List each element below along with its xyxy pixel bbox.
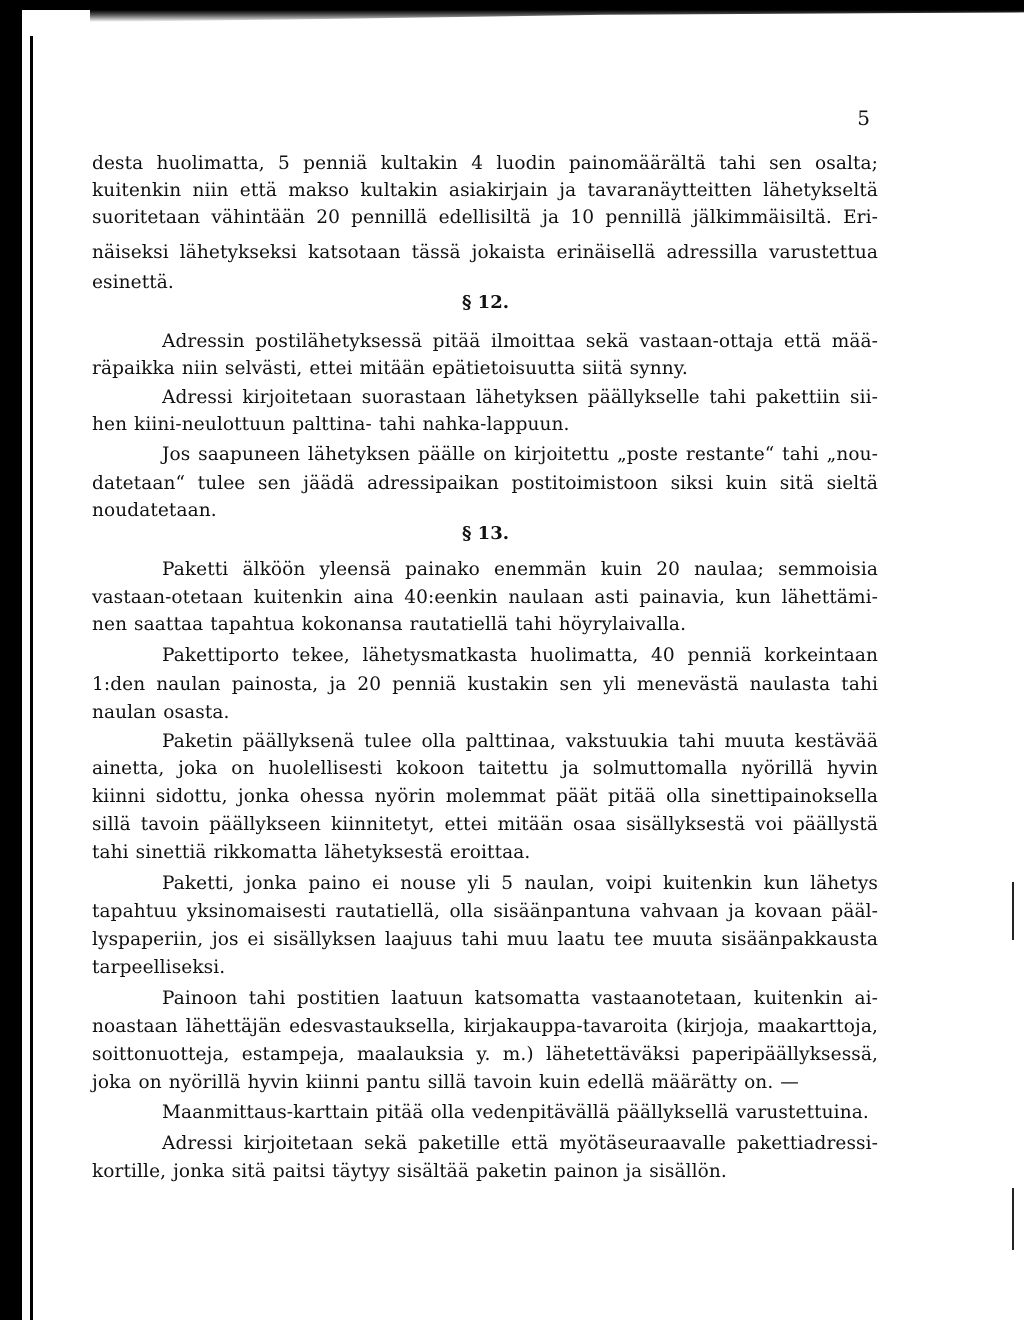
text-line: tahi sinettiä rikkomatta lähetyksestä eroittaa. bbox=[92, 842, 531, 863]
text-line: hen kiini-neulottuun palttina- tahi nahka-lappuun. bbox=[92, 414, 570, 435]
text-line: noudatetaan. bbox=[92, 500, 217, 521]
text-line: suoritetaan vähintään 20 pennillä edellisiltä ja 10 pennillä jälkimmäisiltä. Eri- bbox=[92, 207, 878, 228]
scan-edge-line bbox=[30, 36, 33, 1320]
text-line: esinettä. bbox=[92, 272, 174, 293]
text-line: vastaan-otetaan kuitenkin aina 40:eenkin naulaan asti painavia, kun lähettämi- bbox=[92, 587, 878, 608]
text-line: Paketin päällyksenä tulee olla palttinaa, vakstuukia tahi muuta kestävää bbox=[162, 731, 878, 752]
text-line: tarpeelliseksi. bbox=[92, 957, 226, 978]
margin-mark bbox=[1012, 882, 1014, 940]
text-line: tapahtuu yksinomaisesti rautatiellä, olla sisäänpantuna vahvaan ja kovaan pääl- bbox=[92, 901, 878, 922]
text-line: noastaan lähettäjän edesvastauksella, kirjakauppa-tavaroita (kirjoja, maakarttoja, bbox=[92, 1016, 878, 1037]
text-line: 1:den naulan painosta, ja 20 penniä kustakin sen yli menevästä naulasta tahi bbox=[92, 674, 878, 695]
text-line: lyspaperiin, jos ei sisällyksen laajuus tahi muu laatu tee muuta sisäänpakkausta bbox=[92, 929, 878, 950]
text-line: kortille, jonka sitä paitsi täytyy sisältää paketin painon ja sisällön. bbox=[92, 1161, 727, 1182]
text-line: Adressi kirjoitetaan suorastaan lähetyksen päällykselle tahi pakettiin sii- bbox=[162, 387, 878, 408]
text-line: joka on nyörillä hyvin kiinni pantu sillä tavoin kuin edellä määrätty on. — bbox=[92, 1072, 799, 1093]
scan-edge-shadow bbox=[90, 10, 1024, 22]
text-line: sillä tavoin päällykseen kiinnitetyt, ettei mitään osaa sisällyksestä voi päällystä bbox=[92, 814, 878, 835]
text-line: Maanmittaus-karttain pitää olla vedenpitävällä päällyksellä varustettuina. bbox=[162, 1102, 869, 1123]
text-line: soittonuotteja, estampeja, maalauksia y. m.) lähetettäväksi paperipäällyksessä, bbox=[92, 1044, 878, 1065]
text-line: desta huolimatta, 5 penniä kultakin 4 luodin painomäärältä tahi sen osalta; bbox=[92, 153, 878, 174]
text-line: näiseksi lähetykseksi katsotaan tässä jokaista erinäisellä adressilla varustettua bbox=[92, 242, 878, 263]
text-line: Pakettiporto tekee, lähetysmatkasta huolimatta, 40 penniä korkeintaan bbox=[162, 645, 878, 666]
text-line: Adressi kirjoitetaan sekä paketille että myötäseuraavalle pakettiadressi- bbox=[162, 1133, 878, 1154]
text-line: Adressin postilähetyksessä pitää ilmoittaa sekä vastaan-ottaja että mää- bbox=[162, 331, 878, 352]
scan-edge-left bbox=[0, 0, 22, 1320]
text-line: Paketti älköön yleensä painako enemmän kuin 20 naulaa; semmoisia bbox=[162, 559, 878, 580]
text-line: Paketti, jonka paino ei nouse yli 5 naulan, voipi kuitenkin kun lähetys bbox=[162, 873, 878, 894]
section-heading: § 13. bbox=[462, 523, 509, 544]
page-number: 5 bbox=[857, 106, 870, 130]
text-line: datetaan“ tulee sen jäädä adressipaikan postitoimistoon siksi kuin sitä sieltä bbox=[92, 473, 878, 494]
scan-edge-top bbox=[0, 0, 1024, 10]
text-line: kiinni sidottu, jonka ohessa nyörin molemmat päät pitää olla sinettipainoksella bbox=[92, 786, 878, 807]
text-line: Jos saapuneen lähetyksen päälle on kirjoitettu „poste restante“ tahi „nou- bbox=[162, 444, 878, 465]
section-heading: § 12. bbox=[462, 292, 509, 313]
margin-mark bbox=[1012, 1188, 1014, 1250]
text-line: Painoon tahi postitien laatuun katsomatta vastaanotetaan, kuitenkin ai- bbox=[162, 988, 878, 1009]
text-line: kuitenkin niin että makso kultakin asiakirjain ja tavaranäytteitten lähetykseltä bbox=[92, 180, 878, 201]
text-line: naulan osasta. bbox=[92, 702, 230, 723]
text-line: ainetta, joka on huolellisesti kokoon taitettu ja solmuttomalla nyörillä hyvin bbox=[92, 758, 878, 779]
text-line: nen saattaa tapahtua kokonansa rautatiellä tahi höyrylaivalla. bbox=[92, 614, 687, 635]
text-line: räpaikka niin selvästi, ettei mitään epätietoisuutta siitä synny. bbox=[92, 358, 688, 379]
